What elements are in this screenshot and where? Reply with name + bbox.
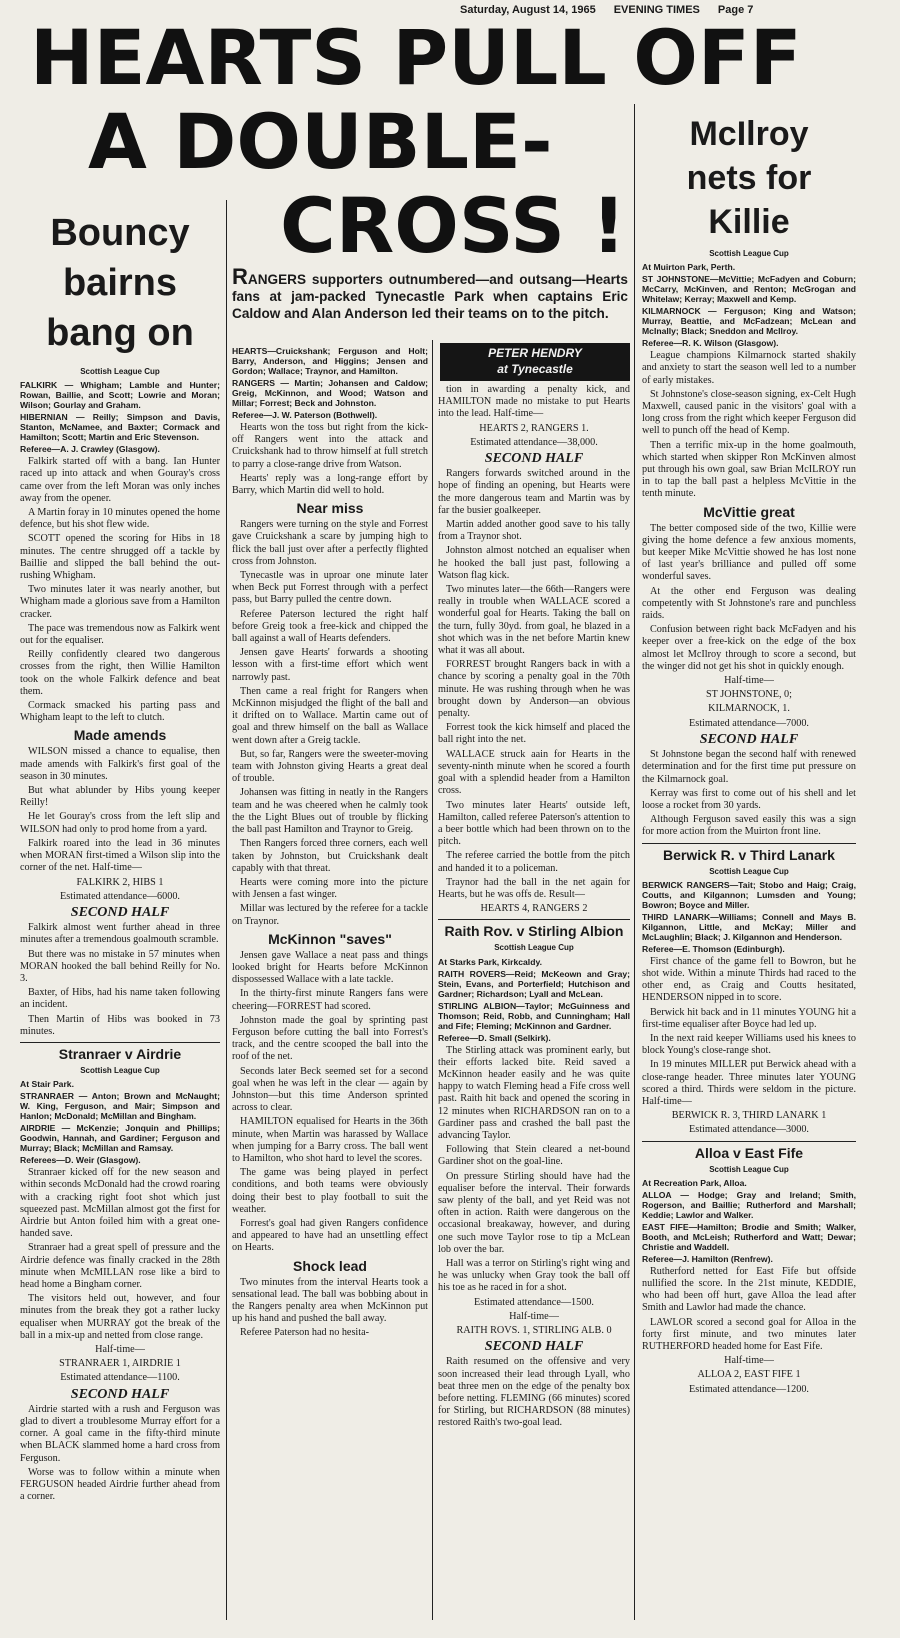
hearts-paragraph: Two minutes from the interval Hearts took a sensational lead. The ball was bobbing about in the Rangers penalty area when McKinnon put up his hand and pushed the ball away. (232, 1276, 428, 1325)
killie-title-3: Killie (708, 203, 790, 241)
section-rule (20, 1042, 220, 1043)
berwick-title: Berwick R. v Third Lanark (663, 846, 835, 863)
hearts-halftime-score: HEARTS 2, RANGERS 1. (479, 422, 589, 434)
stranraer-teams-airdrie: AIRDRIE — McKenzie; Jonquin and Phillips; Goodwin, Hannah, and Gardiner; Ferguson and Murray; Black; McMillan and Ramsay. (20, 1123, 220, 1154)
section-rule (642, 843, 856, 844)
falkirk-halftime-score: FALKIRK 2, HIBS 1 (76, 876, 164, 888)
killie-referee: Referee—R. K. Wilson (Glasgow). (642, 338, 779, 349)
hearts-paragraph: tion in awarding a penalty kick, and HAMILTON made no mistake to put Hearts into the lead. Half-time— (438, 384, 630, 420)
section-rule (438, 919, 630, 920)
raith-referee: Referee—D. Small (Selkirk). (438, 1032, 551, 1043)
falkirk-paragraph: SCOTT opened the scoring for Hibs in 18 minutes. The centre shrugged off a tackle by Baillie and slipped the ball behind the out-rushing Whigham. (20, 533, 220, 582)
stranraer-paragraph: The visitors held out, however, and four minutes from the break they got a rather lucky equaliser when MURRAY got the break of the ball in a mix-up and netted from close range. (20, 1293, 220, 1341)
hearts-paragraph: Hearts won the toss but right from the kick-off Rangers went into the attack and Cruickshank had to throw himself at full stretch to parry a close-range drive from Watson. (232, 422, 428, 470)
stranraer-halftime-label: Half-time— (95, 1343, 145, 1355)
hearts-paragraph: Millar was lectured by the referee for a tackle on Traynor. (232, 903, 428, 927)
column-falkirk (20, 208, 220, 1628)
killie-ground: At Muirton Park, Perth. (642, 262, 736, 273)
hearts-paragraph: Seconds later Beck seemed set for a second goal when he was left in the clear — again by Johnston—but this time Anderson sprinted across to clear. (232, 1065, 428, 1114)
hearts-paragraph: Tynecastle was in uproar one minute later when Beck put Forrest through with a perfect pass, but Barry pulled the centre down. (232, 570, 428, 606)
hearts-paragraph: Referee Paterson lectured the right half before Greig took a free-kick and chipped the ball against a wall of Hearts defenders. (232, 608, 428, 645)
hearts-paragraph: Hearts' reply was a long-range effort by Barry, which Martin did well to hold. (232, 472, 428, 497)
masthead-date: Saturday, August 14, 1965 (460, 4, 596, 16)
alloa-kicker: Scottish League Cup (709, 1164, 789, 1174)
hearts-paragraph: Traynor had the ball in the net again for Hearts, but he was offs de. Result— (438, 876, 630, 900)
falkirk-paragraph: Reilly confidently cleared two dangerous crosses from the right, then Willie Hamilton took on the whole Falkirk defence and beat them. (20, 649, 220, 697)
killie-title-2: nets for (686, 159, 812, 197)
headline-line-3: CROSS ! (280, 181, 627, 270)
stranraer-halftime-score: STRANRAER 1, AIRDRIE 1 (59, 1358, 181, 1370)
hearts-paragraph: But, so far, Rangers were the sweeter-moving team with Johnston giving Hearts a great deal of trouble. (232, 748, 428, 785)
hearts-paragraph: The game was being played in perfect conditions, and both teams were obviously doing their best to play football to suit the weather. (232, 1167, 428, 1215)
section-rule (642, 1141, 856, 1142)
stranraer-title: Stranraer v Airdrie (58, 1045, 182, 1062)
killie-paragraph: At the other end Ferguson was dealing competently with St Johnstone's rare and punchless raids. (642, 585, 856, 622)
intro-paragraph (232, 264, 628, 322)
raith-teams-raith: RAITH ROVERS—Reid; McKeown and Gray; Stein, Evans, and Porterfield; Hutchison and Gardner; Richardson; Lyall and McLean. (438, 968, 630, 999)
hearts-paragraph: Rangers were turning on the style and Forrest gave Cruickshank a scare by jumping high to flick the ball just over after a perfectly flighted cross from Johnston. (232, 519, 428, 567)
raith-teams-stirling: STIRLING ALBION—Taylor; McGuinness and Thomson; Reid, Robb, and Cunningham; Hall and Fife; Fleming; McKinnon and Gardner. (438, 1000, 630, 1031)
raith-subhead-second-half: SECOND HALF (484, 1339, 584, 1355)
raith-paragraph: Raith resumed on the offensive and very soon increased their lead through Lyall, who beat three men on the edge of the penalty box before netting. FLEMING (66 minutes) scored for Stirling, but RICHARDSON (88 minutes) restored Raith's two-goal lead. (438, 1356, 630, 1429)
killie-halftime-label: Half-time— (724, 675, 774, 687)
hearts-paragraph: Two minutes later—the 66th—Rangers were really in trouble when WALLACE scored a wonderful goal for Hearts. Taking the ball on the turn, fully 30yd. from goal, he blazed in a shot which was in the net before Martin knew what it was all about. (438, 584, 630, 657)
killie-paragraph: Confusion between right back McFadyen and his keeper over a free-kick on the edge of the box almost let McIlroy through to score a second, but the winger did not get his shot in quickly enough. (642, 624, 856, 672)
raith-halftime-score: RAITH ROVS. 1, STIRLING ALB. 0 (456, 1325, 612, 1336)
alloa-attendance: Estimated attendance—1200. (689, 1383, 809, 1395)
alloa-teams-alloa: ALLOA — Hodge; Gray and Ireland; Smith, Rogerson, and Baillie; Rutherford and Marshall; Keddie; Lawlor and Walker. (642, 1189, 856, 1220)
byline-box (440, 343, 630, 381)
berwick-paragraph: In the next raid keeper Williams used his knees to block Young's close-range shot. (642, 1032, 856, 1057)
hearts-paragraph: Martin added another good save to his tally from a Traynor shot. (438, 519, 630, 543)
killie-attendance: Estimated attendance—7000. (689, 717, 809, 729)
raith-paragraph: Following that Stein cleared a net-bound Gardiner shot on the goal-line. (438, 1144, 630, 1168)
killie-title-1: McIlroy (689, 115, 809, 153)
falkirk-paragraph: But what ablunder by Hibs young keeper Reilly! (20, 785, 220, 809)
falkirk-paragraph: WILSON missed a chance to equalise, then made amends with Falkirk's first goal of the season in 30 minutes. (20, 746, 220, 782)
killie-kicker: Scottish League Cup (709, 249, 789, 258)
killie-subhead-mcvittie-great: McVittie great (703, 503, 795, 520)
column-hearts-main (232, 346, 428, 1626)
hearts-subhead-second-half: SECOND HALF (484, 451, 584, 467)
hearts-paragraph: Then came a real fright for Rangers when McKinnon misjudged the flight of the ball and it drifted on to Wallace. Martin came out of goal and threw himself on the ball as Wallace went down after a Greig tackle. (232, 685, 428, 746)
falkirk-teams-hibernian: HIBERNIAN — Reilly; Simpson and Davis, Stanton, McNamee, and Baxter; Cormack and Hamilton; Scott; Martin and Eric Stevenson. (20, 412, 220, 443)
byline-place: at Tynecastle (497, 362, 573, 376)
falkirk-subhead-second-half: SECOND HALF (70, 904, 170, 920)
raith-paragraph: On pressure Stirling should have had the equaliser before the interval. Their forwards saw plenty of the ball, and yet Reid was not often in action. Raith were dangerous on the occasional breakaway, however, and during one such move Taylor rose to tip a McLean lob over the bar. (438, 1170, 630, 1255)
hearts-paragraph: Then Rangers forced three corners, each well taken by Johnston, but Cruickshank dealt capably with that threat. (232, 838, 428, 874)
berwick-paragraph: First chance of the game fell to Bowron, but he shot wide. Within a minute Thirds had raced to the other end, as Craig and Coutts hesitated, HENDERSON nipped in to score. (642, 955, 856, 1004)
hearts-paragraph: Johnston almost notched an equaliser when he hooked the ball just past, following a Watson flag kick. (438, 545, 630, 581)
falkirk-paragraph: Two minutes later it was nearly another, but Whigham made a glorious save from a Hamilton cracker. (20, 584, 220, 620)
hearts-paragraph: Johnston made the goal by sprinting past Ferguson before cutting the ball into Forrest's track, and the centre scooped the ball into the roof of the net. (232, 1014, 428, 1063)
stranraer-teams-stranraer: STRANRAER — Anton; Brown and McNaught; W. King, Ferguson, and Mair; Simpson and Hanlon; McDonald; McMillan and Bingham. (20, 1091, 220, 1122)
hearts-attendance: Estimated attendance—38,000. (470, 436, 598, 448)
falkirk-paragraph: He let Gouray's cross from the left slip and WILSON had only to prod home from a yard. (20, 811, 220, 835)
berwick-halftime-score: BERWICK R. 3, THIRD LANARK 1 (671, 1110, 827, 1122)
falkirk-subhead-made-amends: Made amends (73, 727, 167, 744)
killie-teams-kilmarnock: KILMARNOCK — Ferguson; King and Watson; Murray, Beattie, and McFadzean; McLean and McInally; Black; Sneddon and McIlroy. (642, 306, 856, 337)
hearts-paragraph: Johansen was fitting in neatly in the Rangers team and he was cheered when he calmly took the the Light Blues out of trouble by flicking the ball past Hamilton and Traynor to Greig. (232, 787, 428, 836)
hearts-paragraph: Two minutes later Hearts' outside left, Hamilton, called referee Paterson's attention to a beer bottle which had been thrown on to the pitch. (438, 799, 630, 848)
killie-paragraph: Although Ferguson saved easily this was a sign for more action from the Muirton front line. (642, 814, 856, 838)
falkirk-paragraph: Falkirk almost went further ahead in three minutes after a tremendous goalmouth scramble. (20, 922, 220, 946)
stranraer-referee: Referees—D. Weir (Glasgow). (20, 1155, 141, 1166)
killie-paragraph: Then a terrific mix-up in the home goalmouth, which started when skipper Ron McKinven almost put through his own goal, saw Brian McILROY run in to tap the ball past a helpless McVittie in the tenth minute. (642, 439, 856, 500)
hearts-paragraph: In the thirty-first minute Rangers fans were cheering—FORREST had scored. (232, 988, 428, 1012)
falkirk-paragraph: Cormack smacked his parting pass and Whigham leapt to the left to clutch. (20, 700, 220, 724)
hearts-paragraph: Jensen gave Hearts' forwards a shooting lesson with a first-time effort which went narrowly past. (232, 647, 428, 683)
alloa-referee: Referee—J. Hamilton (Renfrew). (642, 1253, 773, 1264)
column-rule (226, 200, 227, 1620)
hearts-paragraph: Hearts were coming more into the picture with Jensen a fast winger. (232, 876, 428, 901)
killie-paragraph: St Johnstone's close-season signing, ex-Celt Hugh Maxwell, caused panic in the visitors' goal with a long cross from the right which keeper Ferguson did well to punch off the head of Kemp. (642, 388, 856, 437)
stranraer-paragraph: Stranraer had a great spell of pressure and the Airdrie defence was finally cracked in the 28th minute when McMILLAN rose like a bird to head home a Bingham corner. (20, 1242, 220, 1290)
killie-paragraph: Kerray was first to come out of his shell and let loose a rocket from 30 yards. (642, 787, 856, 811)
berwick-attendance: Estimated attendance—3000. (689, 1124, 809, 1136)
berwick-paragraph: In 19 minutes MILLER put Berwick ahead with a close-range header. Three minutes later YOUNG scored a third. Thirds were seldom in the picture. Half-time— (642, 1059, 856, 1107)
alloa-halftime-score: ALLOA 2, EAST FIFE 1 (697, 1369, 801, 1381)
intro-drop-cap: R (232, 264, 248, 289)
masthead-paper: EVENING TIMES (613, 4, 700, 16)
hearts-paragraph: Jensen gave Wallace a neat pass and things looked bright for Hearts before McKinnon dispossessed Wallace with a late tackle. (232, 949, 428, 986)
killie-teams-st-johnstone: ST JOHNSTONE—McVittie; McFadyen and Coburn; McCarry, McKinven, and Renton; McGrogan and Whitelaw; Kerray; Maxwell and Kemp. (642, 274, 856, 305)
berwick-kicker: Scottish League Cup (709, 866, 789, 876)
falkirk-referee: Referee—A. J. Crawley (Glasgow). (20, 444, 160, 455)
stranraer-paragraph: Worse was to follow within a minute when FERGUSON headed Airdrie further ahead from a corner. (20, 1466, 220, 1503)
hearts-paragraph: Forrest took the kick himself and placed the ball right into the net. (438, 722, 630, 746)
stranraer-attendance: Estimated attendance—1100. (60, 1372, 180, 1384)
raith-attendance: Estimated attendance—1500. (474, 1296, 594, 1308)
raith-halftime-label: Half-time— (509, 1310, 559, 1322)
falkirk-paragraph: The pace was tremendous now as Falkirk went out for the equaliser. (20, 622, 220, 647)
alloa-halftime-label: Half-time— (724, 1355, 774, 1367)
hearts-subhead-mckinnon-saves: McKinnon "saves" (268, 930, 392, 947)
falkirk-paragraph: Then Martin of Hibs was booked in 73 minutes. (20, 1013, 220, 1037)
berwick-teams-berwick: BERWICK RANGERS—Tait; Stobo and Haig; Craig, Coutts, and Kilgannon; Lumsden and Young; Bowron; Boyce and Miller. (642, 879, 856, 910)
headline-line-1: HEARTS PULL OFF (30, 13, 802, 102)
raith-kicker: Scottish League Cup (494, 943, 574, 953)
hearts-paragraph: WALLACE struck aain for Hearts in the seventy-ninth minute when he scored a fourth goal with a splendid header from a Hamilton cross. (438, 748, 630, 797)
alloa-title: Alloa v East Fife (694, 1144, 804, 1161)
alloa-teams-east-fife: EAST FIFE—Hamilton; Brodie and Smith; Walker, Booth, and McLeish; Rutherford and Watt; Dewar; Christie and Waddell. (642, 1221, 856, 1252)
hearts-paragraph: FORREST brought Rangers back in with a chance by scoring a penalty goal in the 70th minute. He was rushing through when he was brought down by Anderson—an obvious penalty. (438, 659, 630, 720)
stranraer-subhead-second-half: SECOND HALF (70, 1386, 170, 1402)
hearts-referee: Referee—J. W. Paterson (Bothwell). (232, 410, 378, 420)
hearts-subhead-shock-lead: Shock lead (293, 1257, 367, 1274)
falkirk-title-2: bairns (62, 262, 178, 304)
falkirk-attendance: Estimated attendance—6000. (60, 890, 180, 902)
column-kilmarnock (642, 112, 856, 1626)
stranraer-paragraph: Stranraer kicked off for the new season and within seconds McDonald had the crowd roaring with a cracking right foot shot which just squeezed past. McMillan almost got the first for Airdrie but Anton foiled him with a great one-handed save. (20, 1167, 220, 1240)
headline-line-2: A DOUBLE- (88, 97, 553, 186)
alloa-ground: At Recreation Park, Alloa. (642, 1177, 747, 1188)
falkirk-paragraph: Baxter, of Hibs, had his name taken following an incident. (20, 987, 220, 1011)
hearts-teams-rangers: RANGERS — Martin; Johansen and Caldow; Greig, McKinnon, and Wood; Watson and Millar; Forrest; Beck and Johnston. (232, 378, 428, 408)
killie-subhead-second-half: SECOND HALF (699, 731, 799, 747)
falkirk-paragraph: Falkirk roared into the lead in 36 minutes when MORAN first-timed a Wilson slip into the corner of the net. Half-time— (20, 837, 220, 874)
berwick-paragraph: Berwick hit back and in 11 minutes YOUNG hit a first-time equaliser after Boyce had led up. (642, 1006, 856, 1030)
stranraer-paragraph: Airdrie started with a rush and Ferguson was glad to divert a troublesome Murray effort for a corner. A goal came in the fifty-third minute when BLACK slammed home a hard cross from Ferguson. (20, 1403, 220, 1464)
hearts-paragraph: The referee carried the bottle from the pitch and handed it to a policeman. (438, 850, 630, 874)
raith-paragraph: Hall was a terror on Stirling's right wing and he was unlucky when Gray took the ball off his toe as he raced in for a shot. (438, 1257, 630, 1294)
raith-ground: At Starks Park, Kirkcaldy. (438, 956, 542, 967)
falkirk-paragraph: But there was no mistake in 57 minutes when MORAN hooked the ball behind Reilly for No. 3. (20, 948, 220, 984)
stranraer-ground: At Stair Park. (20, 1079, 74, 1090)
killie-paragraph: League champions Kilmarnock started shakily and anxiety to start the season well led to a number of early mistakes. (642, 350, 856, 386)
hearts-teams-hearts: HEARTS—Cruickshank; Ferguson and Holt; Barry, Anderson, and Higgins; Jensen and Gordon; Wallace; Traynor, and Hamilton. (232, 346, 428, 376)
column-rule (634, 104, 635, 1620)
stranraer-kicker: Scottish League Cup (80, 1065, 160, 1075)
hearts-paragraph: Referee Paterson had no hesita- (240, 1327, 369, 1339)
falkirk-title-3: bang on (46, 312, 194, 354)
alloa-paragraph: Rutherford netted for East Fife but offside nullified the score. In the 21st minute, KEDDIE, who had been off hurt, gave Alloa the lead after Smith and Lawlor had made the chance. (642, 1265, 856, 1314)
alloa-paragraph: LAWLOR scored a second goal for Alloa in the forty first minute, and two minutes later RUTHERFORD headed home for East Fife. (642, 1316, 856, 1352)
falkirk-teams-falkirk: FALKIRK — Whigham; Lamble and Hunter; Rowan, Baillie, and Scott; Lowrie and Moran; Wilson; Gourlay and Graham. (20, 380, 220, 411)
killie-halftime-score-away: KILMARNOCK, 1. (708, 703, 790, 715)
hearts-paragraph: Rangers forwards switched around in the hope of finding an opening, but Hearts were the more dangerous team and Martin was by far the busier goalkeeper. (438, 468, 630, 516)
berwick-teams-third-lanark: THIRD LANARK—Williams; Connell and Mays B. Kilgannon, Little, and McKay; Miller and McLaughlin; Black; J. Kilgannon and Henderson. (642, 911, 856, 942)
falkirk-title-1: Bouncy (50, 212, 190, 254)
berwick-referee: Referee—E. Thomson (Edinburgh). (642, 943, 785, 954)
falkirk-paragraph: A Martin foray in 10 minutes opened the home defence, but his shot flew wide. (20, 507, 220, 531)
falkirk-kicker: Scottish League Cup (80, 367, 160, 376)
killie-paragraph: The better composed side of the two, Killie were giving the home defence a few anxious moments, but keeper Mike McVittie showed he has lost none of last year's brilliance and pulled off some wonderful saves. (642, 522, 856, 583)
killie-halftime-score-home: ST JOHNSTONE, 0; (706, 689, 792, 701)
falkirk-paragraph: Falkirk started off with a bang. Ian Hunter raced up into attack and when Gouray's cross came over from the left Moran was only inches away from the opener. (20, 456, 220, 504)
column-hearts-continued (438, 384, 630, 1626)
killie-paragraph: St Johnstone began the second half with renewed determination and for the first time put pressure on the Kilmarnock goal. (642, 749, 856, 785)
hearts-subhead-near-miss: Near miss (296, 500, 364, 517)
column-rule (432, 340, 433, 1620)
hearts-result: HEARTS 4, RANGERS 2 (480, 903, 588, 915)
hearts-paragraph: HAMILTON equalised for Hearts in the 36th minute, when Martin was harassed by Wallace when jumping for a Barry cross. The ball went to Hamilton, who shot hard to level the scores. (232, 1116, 428, 1164)
intro-text: ANGERS supporters outnumbered—and outsang—Hearts fans at jam-packed Tynecastle Park when captains Eric Caldow and Alan Anderson led their teams on to the pitch. (232, 272, 628, 321)
raith-paragraph: The Stirling attack was prominent early, but their efforts lacked bite. Reid saved a McKinnon header easily and he was quite happy to watch Fleming head a Fife cross well past. Raith hit back and opened the scoring in 12 minutes when RICHARDSON ran on to a Gardiner pass and crashed the ball past the advancing Taylor. (438, 1044, 630, 1141)
byline-name: PETER HENDRY (488, 346, 582, 360)
hearts-paragraph: Forrest's goal had given Rangers confidence and appeared to have had an unsettling effect on Hearts. (232, 1217, 428, 1254)
masthead-page: Page 7 (717, 4, 754, 16)
raith-title: Raith Rov. v Stirling Albion (444, 923, 624, 940)
